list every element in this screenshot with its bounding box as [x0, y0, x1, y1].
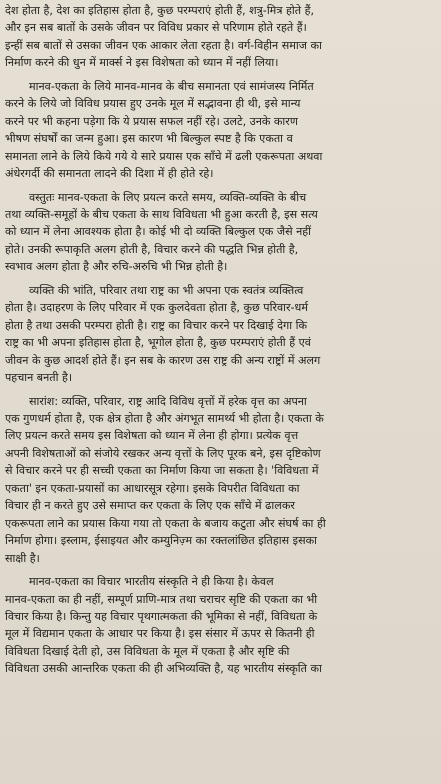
paragraph-2 — [5, 78, 436, 183]
text-line: व्यक्ति की भांति, परिवार तथा राष्ट्र का भी अपना एक स्वतंत्र व्यक्तित्व — [29, 283, 304, 297]
text-line: तथा व्यक्ति-समूहों के बीच एकता के साथ विविधता भी हुआ करती है, इस सत्य — [5, 207, 318, 221]
text-line: अंधेरगर्दी की समानता लादने की दिशा में ही होते रहे। — [5, 167, 214, 181]
text-line: राष्ट्र का भी अपना इतिहास होता है, भूगोल होता है, कुछ परम्पराएं होती हैं एवं — [5, 336, 311, 350]
text-line: एकरूपता लाने का प्रयास किया गया तो एकता के बजाय कटुता और संघर्ष का ही — [5, 516, 326, 530]
text-line: साक्षी है। — [5, 551, 40, 565]
text-line: भीषण संघर्षों का जन्म हुआ। इस कारण भी बिल्कुल स्पष्ट है कि एकता व — [5, 132, 293, 146]
text-line: वस्तुतः मानव-एकता के लिए प्रयत्न करते समय, व्यक्ति-व्यक्ति के बीच — [29, 190, 307, 204]
paragraph-4 — [5, 282, 436, 387]
text-line: होता है तथा उसकी परम्परा होती है। राष्ट्र का विचार करने पर दिखाई देगा कि — [5, 318, 308, 332]
text-line: इन्हीं सब बातों से उसका जीवन एक आकार लेता रहता है। वर्ग-विहीन समाज का — [5, 38, 322, 52]
text-line: विविधता दिखाई देती हो, उस विविधता के मूल में एकता है और सृष्टि की — [5, 644, 290, 658]
paragraph-5 — [5, 393, 436, 568]
text-line: लिए प्रयत्न करते समय इस विशेषता को ध्यान में लेना ही होगा। प्रत्येक वृत्त — [5, 429, 299, 443]
paragraph-1 — [5, 2, 436, 72]
text-line: स्वभाव अलग होता है और रुचि-अरुचि भी भिन्न होती है। — [5, 260, 228, 274]
paragraph-6 — [5, 573, 436, 678]
text-line: को ध्यान में लेना आवश्यक होता है। कोई भी दो व्यक्ति बिल्कुल एक जैसे नहीं — [5, 225, 312, 239]
text-line: मानव-एकता के लिये मानव-मानव के बीच समानता एवं सामंजस्य निर्मित — [29, 79, 314, 93]
text-line: से विचार करने पर ही सच्ची एकता का निर्माण किया जा सकता है। 'विविधता में — [5, 464, 319, 478]
text-line: करने पर भी कहना पड़ेगा कि ये प्रयास सफल नहीं रहे। उलटे, उनके कारण — [5, 114, 298, 128]
text-line: सारांश: व्यक्ति, परिवार, राष्ट्र आदि विविध वृत्तों में हरेक वृत्त का अपना — [29, 394, 307, 408]
text-line: जीवन के कुछ आदर्श होते हैं। इन सब के कारण उस राष्ट्र की अन्य राष्ट्रों में अलग — [5, 353, 321, 367]
text-line: मानव-एकता का विचार भारतीय संस्कृति ने ही किया है। केवल — [29, 575, 274, 589]
text-line: एक गुणधर्म होता है, एक क्षेत्र होता है और अंगभूत सामर्थ्य भी होता है। एकता के — [5, 411, 324, 425]
text-line: मानव-एकता का ही नहीं, सम्पूर्ण प्राणि-मात्र तथा चराचर सृष्टि की एकता का भी — [5, 592, 318, 606]
text-line: अपनी विशेषताओं को संजोये रखकर अन्य वृत्तों के लिए पूरक बने, इस दृष्टिकोण — [5, 446, 321, 460]
text-line: विचार ही न करते हुए उसे समाप्त कर एकता के लिए एक साँचे में ढालकर — [5, 499, 295, 513]
text-line: निर्माण होगा। इस्लाम, ईसाइयत और कम्युनिज़्म का रक्तलांछित इतिहास इसका — [5, 534, 317, 548]
text-line: निर्माण करने की धुन में मार्क्स ने इस विशेषता को ध्यान में नहीं लिया। — [5, 56, 279, 70]
paragraph-3 — [5, 189, 436, 276]
text-line: होते। उनकी रूपाकृति अलग होती है, विचार करने की पद्धति भिन्न होती है, — [5, 242, 299, 256]
text-line: एकता' इन एकता-प्रयासों का आधारसूत्र रहेगा। इसके विपरीत विविधता का — [5, 481, 300, 495]
text-line: और इन सब बातों के उसके जीवन पर विविध प्रकार से परिणाम होते रहते हैं। — [5, 21, 307, 35]
text-line: होता है। उदाहरण के लिए परिवार में एक कुलदेवता होता है, कुछ परिवार-धर्म — [5, 301, 309, 315]
text-line: पहचान बनती है। — [5, 371, 73, 385]
text-line: मूल में विद्यमान एकता के आधार पर किया है। इस संसार में ऊपर से कितनी ही — [5, 627, 315, 641]
text-line: विविधता उसकी आन्तरिक एकता की ही अभिव्यक्ति है, यह भारतीय संस्कृति का — [5, 662, 322, 676]
text-line: देश होता है, देश का इतिहास होता है, कुछ परम्पराएं होती हैं, शत्रु-मित्र होते हैं, — [5, 4, 315, 17]
text-line: करने के लिये जो विविध प्रयास हुए उनके मूल में सद्भावना ही थी, इसे मान्य — [5, 97, 301, 111]
text-line: समानता लाने के लिये किये गये ये सारे प्रयास एक साँचे में ढली एकरूपता अथवा — [5, 149, 323, 163]
text-line: विचार किया है। किन्तु यह विचार पृथगात्मकता की भूमिका से नहीं, विविधता के — [5, 609, 318, 623]
